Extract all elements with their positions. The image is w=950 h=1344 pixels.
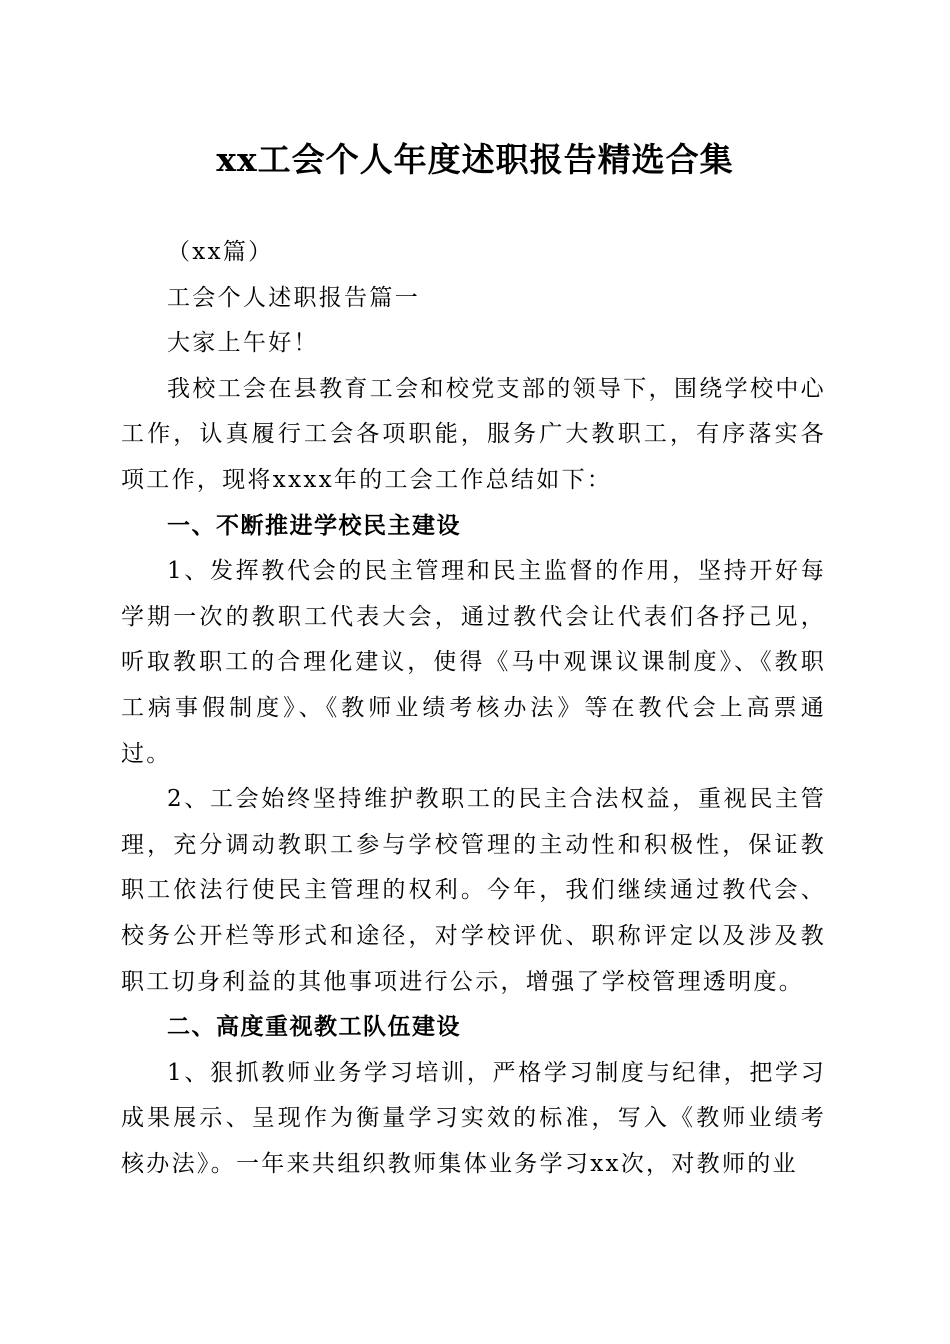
section-paragraph: 1、狠抓教师业务学习培训，严格学习制度与纪律，把学习成果展示、呈现作为衡量学习实效的标准，写入《教师业绩考核办法》。一年来共组织教师集体业务学习xx次，对教师的业 (121, 1059, 826, 1177)
document-title: xx工会个人年度述职报告精选合集 (216, 140, 734, 179)
section-paragraph: 1、发挥教代会的民主管理和民主监督的作用，坚持开好每学期一次的教职工代表大会，通过教代会让代表们各抒己见，听取教职工的合理化建议，使得《马中观课议课制度》、《教职工病事假制度》、《教师业绩考核办法》等在教代会上高票通过。 (121, 558, 826, 767)
section-paragraph: 2、工会始终坚持维护教职工的民主合法权益，重视民主管理，充分调动教职工参与学校管理的主动性和积极性，保证教职工依法行使民主管理的权利。今年，我们继续通过教代会、校务公开栏等形式和途径，对学校评优、职称评定以及涉及教职工切身利益的其他事项进行公示，增强了学校管理透明度。 (121, 786, 826, 995)
section-heading: 二、高度重视教工队伍建设 (167, 1014, 461, 1041)
section-heading: 一、不断推进学校民主建设 (167, 512, 461, 539)
intro-paragraph: 我校工会在县教育工会和校党支部的领导下，围绕学校中心工作，认真履行工会各项职能，服务广大教职工，有序落实各项工作，现将xxxx年的工会工作总结如下： (121, 375, 826, 493)
greeting: 大家上午好！ (167, 330, 319, 357)
document-body (121, 230, 826, 1187)
document-subtitle: （xx篇） (167, 239, 274, 265)
report-heading: 工会个人述职报告篇一 (167, 284, 420, 311)
